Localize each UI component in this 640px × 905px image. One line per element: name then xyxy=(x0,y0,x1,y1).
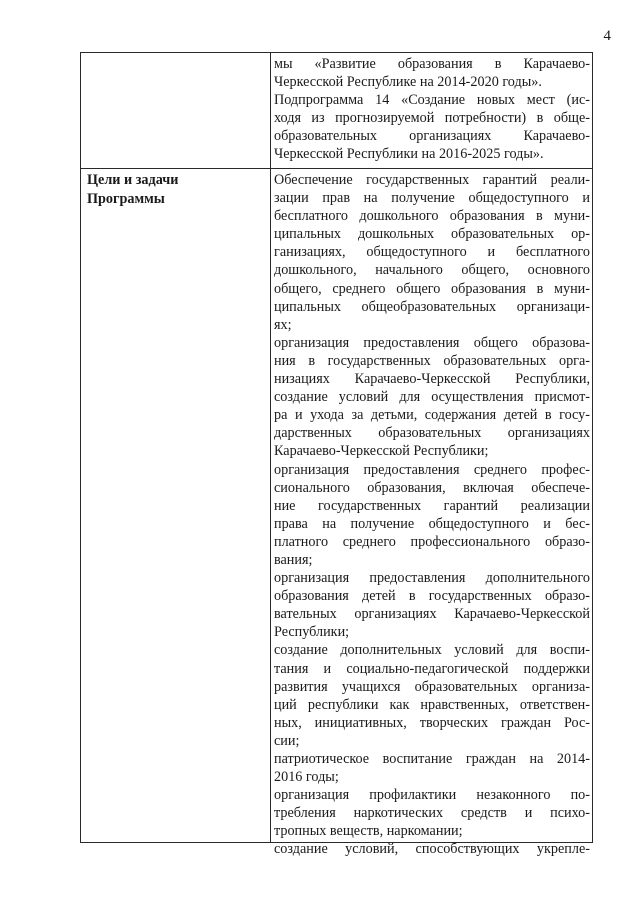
text-line: ях; xyxy=(274,316,292,333)
text-line: ных, инициативных, творческих граждан Рос- xyxy=(274,714,590,731)
text-line: создание условий для осуществления присмот- xyxy=(274,389,590,406)
text-line: ходя из прогнозируемой потребности) в обще- xyxy=(274,110,590,127)
text-line: вания; xyxy=(274,551,313,568)
text-line: ципальных дошкольных образовательных ор- xyxy=(274,226,590,243)
text-line: Черкесской Республики на 2016-2025 годы». xyxy=(274,146,544,163)
row-divider xyxy=(81,168,592,169)
label-line: Цели и задачи xyxy=(87,172,179,188)
text-line: ганизациях, общедоступного и бесплатного xyxy=(274,244,590,261)
goals-cell xyxy=(274,171,590,859)
column-divider xyxy=(270,53,271,842)
text-line: Республики; xyxy=(274,624,350,641)
text-line: сии; xyxy=(274,732,300,749)
text-line: ния в государственных образовательных орга- xyxy=(274,352,590,369)
goals-row-label xyxy=(87,171,257,209)
subprograms-cell xyxy=(274,55,590,164)
text-line: ций республики как нравственных, ответствен- xyxy=(274,696,590,713)
text-line: организация предоставления общего образова- xyxy=(274,334,590,351)
text-line: патриотическое воспитание граждан на 2014- xyxy=(274,751,590,767)
text-line: дошкольного, начального общего, основного xyxy=(274,262,590,279)
text-line: мы «Развитие образования в Карачаево- xyxy=(274,56,590,72)
text-line: создание условий, способствующих укрепле- xyxy=(274,841,590,858)
text-line: развития учащихся образовательных организа- xyxy=(274,678,590,695)
text-line: 2016 годы; xyxy=(274,769,339,786)
text-line: тропных веществ, наркомании; xyxy=(274,823,463,840)
text-line: организация предоставления среднего профес- xyxy=(274,461,590,478)
text-line: организация предоставления дополнительного xyxy=(274,570,590,587)
text-line: Черкесской Республике на 2014-2020 годы». xyxy=(274,74,542,91)
text-line: низациях Карачаево-Черкесской Республики, xyxy=(274,371,590,388)
text-line: зации прав на получение общедоступного и xyxy=(274,190,590,207)
text-line: общего, среднего общего образования в муни- xyxy=(274,280,590,297)
text-line: платного среднего профессионального образо- xyxy=(274,533,590,550)
text-line: сионального образования, включая обеспече- xyxy=(274,479,590,496)
text-line: Подпрограмма 14 «Создание новых мест (ис- xyxy=(274,92,590,109)
text-line: Обеспечение государственных гарантий реали- xyxy=(274,172,590,188)
text-line: ципальных общеобразовательных организаци- xyxy=(274,298,590,315)
text-line: ра и ухода за детьми, содержания детей в госу- xyxy=(274,407,590,424)
text-line: бесплатного дошкольного образования в муни- xyxy=(274,208,590,225)
text-line: права на получение общедоступного и бес- xyxy=(274,515,590,532)
text-line: образовательных организациях Карачаево- xyxy=(274,128,590,145)
text-line: тания и социально-педагогической поддержки xyxy=(274,660,590,677)
text-line: дарственных образовательных организациях xyxy=(274,425,590,442)
text-line: Карачаево-Черкесской Республики; xyxy=(274,443,489,460)
text-line: создание дополнительных условий для воспи- xyxy=(274,642,590,659)
text-line: ние государственных гарантий реализации xyxy=(274,497,590,514)
text-line: требления наркотических средств и психо- xyxy=(274,805,590,822)
label-line: Программы xyxy=(87,191,165,207)
page-number: 4 xyxy=(603,28,611,44)
text-line: организация профилактики незаконного по- xyxy=(274,787,590,804)
text-line: образования детей в государственных образо- xyxy=(274,588,590,605)
text-line: вательных организациях Карачаево-Черкесской xyxy=(274,606,590,623)
program-table xyxy=(80,52,593,858)
